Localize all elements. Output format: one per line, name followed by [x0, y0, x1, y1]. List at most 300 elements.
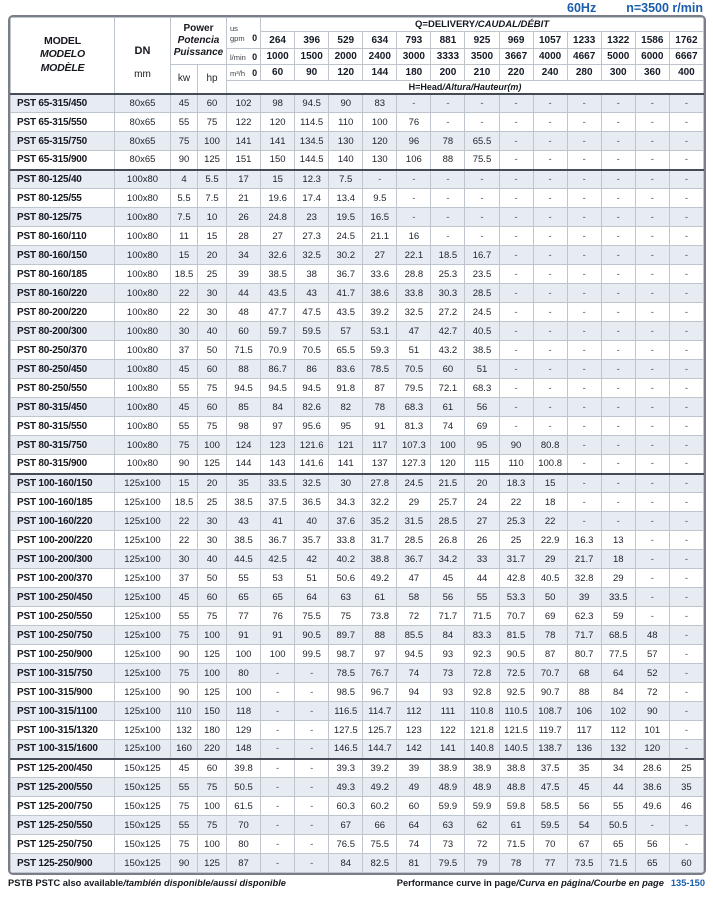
head-value-cell: 72.8 — [465, 664, 499, 683]
head-value-cell: 132 — [601, 740, 635, 759]
head-value-cell: - — [601, 417, 635, 436]
head-value-cell: 52 — [635, 664, 669, 683]
head-value-cell: 33.5 — [261, 474, 295, 493]
head-value-cell: 16 — [397, 227, 431, 246]
head-value-cell: 146.5 — [329, 740, 363, 759]
model-cell: PST 125-200/450 — [11, 759, 115, 778]
head-value-cell: 141.6 — [295, 455, 329, 474]
head-value-cell: - — [601, 322, 635, 341]
flow-gpm-value: 793 — [397, 32, 431, 49]
head-value-cell: 38.9 — [431, 759, 465, 778]
head-value-cell: 137 — [363, 455, 397, 474]
head-value-cell: 17.4 — [295, 189, 329, 208]
head-value-cell: 130 — [363, 151, 397, 170]
flow-m3h-value: 210 — [465, 65, 499, 81]
head-value-cell: - — [669, 835, 703, 854]
hp-cell: 150 — [198, 702, 227, 721]
head-value-cell: 70.7 — [499, 607, 533, 626]
kw-cell: 55 — [171, 607, 198, 626]
head-value-cell: 97 — [261, 417, 295, 436]
head-value-cell: 68.3 — [465, 379, 499, 398]
head-value-cell: - — [295, 740, 329, 759]
head-value-cell: - — [669, 284, 703, 303]
head-value-cell: - — [499, 379, 533, 398]
head-value-cell: 93 — [431, 683, 465, 702]
dn-cell: 150x125 — [115, 835, 171, 854]
flow-m3h-value: 180 — [397, 65, 431, 81]
head-value-cell: 50.5 — [227, 778, 261, 797]
head-value-cell: 24 — [465, 493, 499, 512]
kw-cell: 37 — [171, 341, 198, 360]
kw-cell: 90 — [171, 151, 198, 170]
head-value-cell: - — [533, 265, 567, 284]
head-value-cell: 47.5 — [295, 303, 329, 322]
head-value-cell: 90.7 — [533, 683, 567, 702]
head-value-cell: 28.8 — [397, 265, 431, 284]
head-value-cell: - — [533, 227, 567, 246]
head-value-cell: 49.3 — [329, 778, 363, 797]
head-value-cell: 17 — [227, 170, 261, 189]
dn-cell: 80x65 — [115, 113, 171, 132]
head-value-cell: - — [261, 740, 295, 759]
head-value-cell: 55 — [601, 797, 635, 816]
hp-cell: 5.5 — [198, 170, 227, 189]
dn-cell: 100x80 — [115, 303, 171, 322]
head-value-cell: - — [533, 170, 567, 189]
head-value-cell: 110.8 — [465, 702, 499, 721]
flow-lmin-value: 6000 — [635, 49, 669, 65]
head-value-cell: 127.3 — [397, 455, 431, 474]
model-cell: PST 100-250/550 — [11, 607, 115, 626]
head-value-cell: 35.2 — [363, 512, 397, 531]
head-value-cell: 120 — [431, 455, 465, 474]
head-value-cell: 50 — [533, 588, 567, 607]
head-value-cell: 59.8 — [499, 797, 533, 816]
model-cell: PST 80-250/450 — [11, 360, 115, 379]
head-value-cell: 15 — [533, 474, 567, 493]
head-value-cell: - — [295, 835, 329, 854]
dn-cell: 125x100 — [115, 645, 171, 664]
head-value-cell: - — [567, 94, 601, 113]
flow-m3h-value: 144 — [363, 65, 397, 81]
head-value-cell: - — [669, 341, 703, 360]
head-value-cell: 73 — [431, 664, 465, 683]
flow-gpm-value: 925 — [465, 32, 499, 49]
head-value-cell: - — [261, 854, 295, 873]
head-value-cell: 90 — [635, 702, 669, 721]
head-value-cell: 67 — [567, 835, 601, 854]
table-row — [11, 759, 704, 778]
head-value-cell: - — [499, 284, 533, 303]
kw-cell: 45 — [171, 398, 198, 417]
kw-cell: 30 — [171, 550, 198, 569]
head-label: H=Head — [408, 81, 443, 92]
head-value-cell: - — [499, 94, 533, 113]
kw-cell: 45 — [171, 360, 198, 379]
head-value-cell: 59.9 — [465, 797, 499, 816]
hp-cell: 220 — [198, 740, 227, 759]
flow-zero-gpm: 0 — [252, 32, 258, 43]
head-value-cell: 136 — [567, 740, 601, 759]
unit-m3h-label: m³/h — [230, 68, 246, 78]
head-value-cell: - — [669, 398, 703, 417]
head-value-cell: - — [669, 360, 703, 379]
head-value-cell: 98.7 — [329, 645, 363, 664]
head-value-cell: 39 — [227, 265, 261, 284]
head-value-cell: 33.5 — [601, 588, 635, 607]
head-value-cell: 90 — [329, 94, 363, 113]
hp-cell: 20 — [198, 474, 227, 493]
head-value-cell: - — [669, 208, 703, 227]
head-value-cell: 28 — [227, 227, 261, 246]
kw-cell: 7.5 — [171, 208, 198, 227]
head-value-cell: 142 — [397, 740, 431, 759]
head-value-cell: - — [601, 189, 635, 208]
head-value-cell: - — [533, 341, 567, 360]
hp-cell: 30 — [198, 531, 227, 550]
head-value-cell: 59.7 — [261, 322, 295, 341]
head-value-cell: 26.8 — [431, 531, 465, 550]
unit-cell-m3h — [227, 65, 261, 81]
head-value-cell: 70 — [533, 835, 567, 854]
head-value-cell: 82.5 — [363, 854, 397, 873]
dn-cell: 125x100 — [115, 474, 171, 493]
head-value-cell: 98 — [227, 417, 261, 436]
head-value-cell: 33.8 — [397, 284, 431, 303]
head-value-cell: - — [601, 493, 635, 512]
head-value-cell: - — [533, 379, 567, 398]
head-value-cell: 80.7 — [567, 645, 601, 664]
head-value-cell: 88 — [567, 683, 601, 702]
hp-cell: 100 — [198, 436, 227, 455]
head-value-cell: - — [499, 322, 533, 341]
flow-lmin-value: 5000 — [601, 49, 635, 65]
dn-cell: 100x80 — [115, 284, 171, 303]
hp-cell: 25 — [198, 493, 227, 512]
head-value-cell: - — [533, 113, 567, 132]
head-units-header — [227, 81, 704, 94]
power-label-es: Potencia — [177, 34, 220, 46]
flow-m3h-value: 300 — [601, 65, 635, 81]
performance-table — [10, 17, 704, 873]
head-value-cell: 36.7 — [397, 550, 431, 569]
model-cell: PST 125-250/750 — [11, 835, 115, 854]
head-value-cell: 37.5 — [533, 759, 567, 778]
head-value-cell: 26 — [227, 208, 261, 227]
head-value-cell: 47 — [397, 569, 431, 588]
head-value-cell: - — [567, 170, 601, 189]
head-value-cell: 74 — [397, 664, 431, 683]
model-cell: PST 125-250/900 — [11, 854, 115, 873]
head-value-cell: 76.5 — [329, 835, 363, 854]
head-value-cell: - — [431, 208, 465, 227]
head-value-cell: - — [567, 322, 601, 341]
table-row — [11, 151, 704, 170]
head-value-cell: 30 — [329, 474, 363, 493]
hp-cell: 30 — [198, 512, 227, 531]
head-value-cell: - — [635, 189, 669, 208]
head-value-cell: - — [601, 436, 635, 455]
model-cell: PST 100-315/750 — [11, 664, 115, 683]
head-value-cell: 49 — [397, 778, 431, 797]
head-value-cell: 44 — [227, 284, 261, 303]
footnote-availability — [8, 878, 286, 888]
head-value-cell: - — [601, 94, 635, 113]
head-value-cell: 21.5 — [431, 474, 465, 493]
head-value-cell: 95.6 — [295, 417, 329, 436]
table-row — [11, 493, 704, 512]
kw-cell: 45 — [171, 94, 198, 113]
head-value-cell: - — [431, 113, 465, 132]
head-value-cell: - — [533, 246, 567, 265]
head-value-cell: - — [669, 474, 703, 493]
head-value-cell: 72 — [397, 607, 431, 626]
head-value-cell: - — [533, 151, 567, 170]
head-value-cell: 42.5 — [261, 550, 295, 569]
head-value-cell: - — [635, 360, 669, 379]
head-value-cell: - — [635, 550, 669, 569]
head-value-cell: 49.6 — [635, 797, 669, 816]
flow-gpm-value: 1586 — [635, 32, 669, 49]
head-value-cell: - — [533, 360, 567, 379]
head-value-cell: - — [669, 170, 703, 189]
head-value-cell: 71.5 — [227, 341, 261, 360]
head-value-cell: 34 — [227, 246, 261, 265]
head-value-cell: 73.5 — [567, 854, 601, 873]
head-value-cell: - — [533, 284, 567, 303]
hp-cell: 125 — [198, 151, 227, 170]
unit-cell-gpm — [227, 18, 261, 49]
head-value-cell: 78.5 — [329, 664, 363, 683]
head-value-cell: - — [499, 265, 533, 284]
head-value-cell: 95 — [465, 436, 499, 455]
head-value-cell: 16.3 — [567, 531, 601, 550]
head-value-cell: 7.5 — [329, 170, 363, 189]
footnote — [8, 878, 705, 888]
flow-lmin-value: 4667 — [567, 49, 601, 65]
head-value-cell: 119.7 — [533, 721, 567, 740]
head-value-cell: 9.5 — [363, 189, 397, 208]
hp-cell: 100 — [198, 664, 227, 683]
flow-m3h-value: 90 — [295, 65, 329, 81]
head-value-cell: 107.3 — [397, 436, 431, 455]
table-row — [11, 360, 704, 379]
head-value-cell: 56 — [431, 588, 465, 607]
hp-cell: 60 — [198, 360, 227, 379]
head-value-cell: 32.5 — [397, 303, 431, 322]
head-value-cell: 122 — [227, 113, 261, 132]
flow-gpm-value: 1322 — [601, 32, 635, 49]
head-value-cell: - — [635, 417, 669, 436]
flow-lmin-value: 1500 — [295, 49, 329, 65]
flow-m3h-value: 280 — [567, 65, 601, 81]
hp-cell: 75 — [198, 417, 227, 436]
head-value-cell: 75.5 — [465, 151, 499, 170]
head-value-cell: 83 — [363, 94, 397, 113]
head-value-cell: - — [295, 778, 329, 797]
kw-cell: 5.5 — [171, 189, 198, 208]
head-value-cell: 134.5 — [295, 132, 329, 151]
head-value-cell: 55 — [227, 569, 261, 588]
head-value-cell: - — [397, 189, 431, 208]
table-row — [11, 626, 704, 645]
dn-cell: 100x80 — [115, 246, 171, 265]
head-value-cell: 89.7 — [329, 626, 363, 645]
head-value-cell: - — [601, 132, 635, 151]
model-label-en: MODEL — [44, 34, 81, 47]
head-value-cell: 33.6 — [363, 265, 397, 284]
head-value-cell: 140.5 — [499, 740, 533, 759]
model-cell: PST 80-125/55 — [11, 189, 115, 208]
dn-cell: 100x80 — [115, 417, 171, 436]
head-value-cell: - — [499, 341, 533, 360]
head-value-cell: 38.5 — [227, 493, 261, 512]
head-value-cell: 27 — [363, 246, 397, 265]
kw-cell: 75 — [171, 132, 198, 151]
head-value-cell: 63 — [329, 588, 363, 607]
head-value-cell: - — [533, 322, 567, 341]
head-value-cell: 85.5 — [397, 626, 431, 645]
head-value-cell: 40.5 — [465, 322, 499, 341]
kw-cell: 90 — [171, 455, 198, 474]
head-value-cell: - — [635, 436, 669, 455]
head-value-cell: 35 — [567, 759, 601, 778]
flow-m3h-value: 60 — [261, 65, 295, 81]
head-value-cell: - — [635, 303, 669, 322]
head-value-cell: 72.5 — [499, 664, 533, 683]
head-value-cell: 60 — [431, 360, 465, 379]
hp-cell: 20 — [198, 246, 227, 265]
head-value-cell: 27.3 — [295, 227, 329, 246]
flow-lmin-value: 2400 — [363, 49, 397, 65]
head-value-cell: - — [295, 664, 329, 683]
head-value-cell: 40 — [295, 512, 329, 531]
model-cell: PST 80-250/550 — [11, 379, 115, 398]
head-value-cell: 57 — [329, 322, 363, 341]
model-cell: PST 100-160/220 — [11, 512, 115, 531]
head-value-cell: 61 — [499, 816, 533, 835]
hp-cell: 60 — [198, 398, 227, 417]
head-value-cell: - — [635, 322, 669, 341]
model-cell: PST 125-200/750 — [11, 797, 115, 816]
flow-lmin-value: 3500 — [465, 49, 499, 65]
head-value-cell: 121.6 — [295, 436, 329, 455]
head-value-cell: - — [601, 284, 635, 303]
head-value-cell: - — [669, 740, 703, 759]
head-value-cell: - — [261, 816, 295, 835]
model-cell: PST 100-315/900 — [11, 683, 115, 702]
hp-cell: 25 — [198, 265, 227, 284]
model-cell: PST 100-250/450 — [11, 588, 115, 607]
head-value-cell: 38.8 — [363, 550, 397, 569]
head-value-cell: - — [465, 208, 499, 227]
dn-cell: 100x80 — [115, 227, 171, 246]
head-value-cell: 12.3 — [295, 170, 329, 189]
model-label-fr: MODÈLE — [40, 62, 85, 75]
head-value-cell: 117 — [567, 721, 601, 740]
table-row — [11, 436, 704, 455]
head-value-cell: 123 — [397, 721, 431, 740]
curve-page-label-translations: /Curva en página/Courbe en page — [516, 878, 664, 888]
model-cell: PST 100-160/150 — [11, 474, 115, 493]
head-value-cell: 86.7 — [261, 360, 295, 379]
kw-cell: 11 — [171, 227, 198, 246]
head-value-cell: - — [669, 702, 703, 721]
head-value-cell: 63 — [431, 816, 465, 835]
head-value-cell: 36.7 — [261, 531, 295, 550]
head-value-cell: 84 — [431, 626, 465, 645]
head-value-cell: 39.3 — [329, 759, 363, 778]
hp-cell: 60 — [198, 588, 227, 607]
table-row — [11, 474, 704, 493]
head-value-cell: 25 — [669, 759, 703, 778]
head-value-cell: 47.7 — [261, 303, 295, 322]
head-value-cell: 87 — [533, 645, 567, 664]
head-value-cell: - — [601, 208, 635, 227]
table-row — [11, 835, 704, 854]
head-value-cell: 27 — [465, 512, 499, 531]
head-value-cell: 144 — [227, 455, 261, 474]
head-value-cell: 73.8 — [363, 607, 397, 626]
head-value-cell: 24.5 — [465, 303, 499, 322]
head-value-cell: 60 — [227, 322, 261, 341]
head-value-cell: 75 — [329, 607, 363, 626]
head-value-cell: - — [431, 94, 465, 113]
head-value-cell: 66 — [363, 816, 397, 835]
head-value-cell: - — [465, 189, 499, 208]
flow-gpm-value: 881 — [431, 32, 465, 49]
head-value-cell: - — [567, 455, 601, 474]
hp-cell: 60 — [198, 94, 227, 113]
unit-lmin-label: l/min — [230, 52, 246, 62]
head-value-cell: 32.5 — [295, 246, 329, 265]
head-value-cell: 51 — [465, 360, 499, 379]
head-value-cell: 27.8 — [363, 474, 397, 493]
table-row — [11, 645, 704, 664]
table-row — [11, 531, 704, 550]
head-value-cell: - — [669, 512, 703, 531]
head-value-cell: 59.5 — [533, 816, 567, 835]
head-value-cell: 65.5 — [465, 132, 499, 151]
head-value-cell: 143 — [261, 455, 295, 474]
head-value-cell: 81.5 — [499, 626, 533, 645]
head-value-cell: 25.3 — [499, 512, 533, 531]
head-value-cell: 22.1 — [397, 246, 431, 265]
table-row — [11, 664, 704, 683]
table-row — [11, 322, 704, 341]
head-value-cell: 112 — [601, 721, 635, 740]
head-value-cell: 33.8 — [329, 531, 363, 550]
hp-cell: 75 — [198, 379, 227, 398]
head-value-cell: 43 — [227, 512, 261, 531]
head-value-cell: - — [533, 417, 567, 436]
head-value-cell: - — [295, 797, 329, 816]
head-value-cell: 99.5 — [295, 645, 329, 664]
head-value-cell: 30.2 — [329, 246, 363, 265]
curve-page-label: Performance curve in page — [396, 878, 517, 888]
head-value-cell: - — [635, 379, 669, 398]
table-row — [11, 417, 704, 436]
head-value-cell: 98.5 — [329, 683, 363, 702]
table-row — [11, 797, 704, 816]
head-value-cell: 41 — [261, 512, 295, 531]
power-label-en: Power — [183, 22, 214, 34]
head-value-cell: 120 — [635, 740, 669, 759]
head-value-cell: 71.5 — [499, 835, 533, 854]
head-value-cell: - — [567, 360, 601, 379]
head-value-cell: 73 — [431, 835, 465, 854]
head-value-cell: 83.6 — [329, 360, 363, 379]
